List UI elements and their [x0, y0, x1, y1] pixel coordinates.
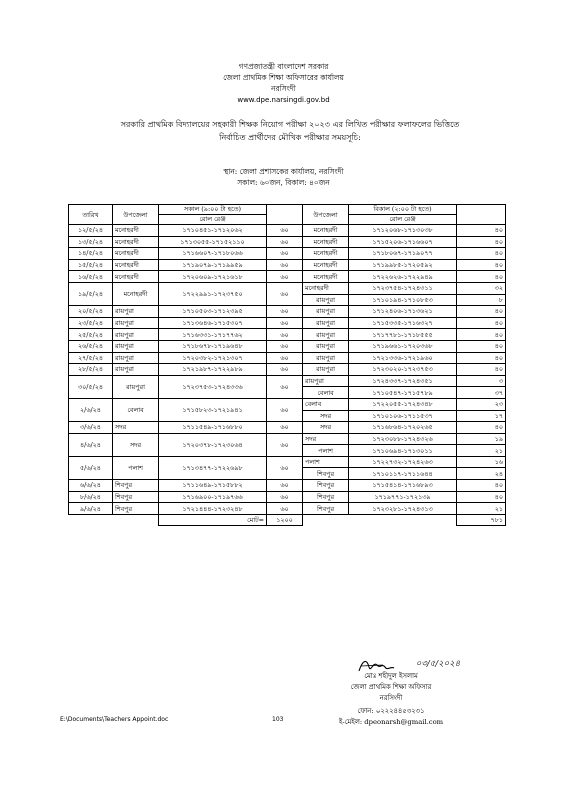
upazila-cell: রায়পুরা [113, 340, 159, 352]
upazila-cell: রায়পুরা [113, 317, 159, 329]
count-cell-2: ৪০ [457, 271, 506, 283]
table-row [69, 398, 506, 410]
count-cell-2: ২৩ [457, 398, 506, 410]
roll-range-cell-2: ১৭১৫৪১৪-১৭১৬৮৯৩ [349, 480, 457, 492]
count-cell: ৬০ [267, 352, 303, 364]
roll-range-cell-2: ১৭১০১১৭-১৭১১৬৪৪ [349, 468, 457, 480]
roll-range-cell: ১৭২১৪৪৪-১৭২৩২৪৮ [159, 503, 267, 515]
date-cell: ২/৬/২৪ [69, 398, 113, 421]
roll-range-cell-2: ১৭১২০৬৮-১৭১৩০৩৮ [349, 225, 457, 237]
count-cell-2: ৪০ [457, 422, 506, 434]
roll-range-cell-2: ১৭২১৩৩৬-১৭২১৯৬০ [349, 352, 457, 364]
intro-line-1: সরকারি প্রাথমিক বিদ্যালয়ের সহকারী শিক্ষক নিয়োগ পরীক্ষা ২০২৩ এর লিখিত পরীক্ষার ফলাফলের ভিত্তিতে [120, 120, 460, 129]
upazila-cell-2: বেলাব [303, 398, 349, 410]
count-cell-2: ২১ [457, 445, 506, 457]
count-cell: ৬০ [267, 375, 303, 398]
date-cell: ১৩/৫/২৪ [69, 236, 113, 248]
signer-name: মোঃ শহীদুল ইসলাম [364, 672, 418, 680]
roll-range-cell: ১৭১৩৬৪৬-১৭১৫৩০৭ [159, 317, 267, 329]
table-row [69, 236, 506, 248]
upazila-cell: শিবপুর [113, 491, 159, 503]
roll-range-cell-2: ১৭২৩৭৫৪-১৭২৪৩১১ [349, 282, 457, 294]
date-cell: ৮/৬/২৪ [69, 491, 113, 503]
roll-range-cell-2: ১৭২৩০২০-১৭২৩৭৫৩ [349, 364, 457, 376]
roll-range-cell: ১৭১৩৪৭৭-১৭২২৬৯৮ [159, 456, 267, 479]
upazila-cell: মনোহরদী [113, 271, 159, 283]
count-cell: ৬০ [267, 491, 303, 503]
roll-range-cell: ১৭২৩৭৫৩-১৭২৪৩৩৬ [159, 375, 267, 398]
upazila-cell: সদর [113, 422, 159, 434]
table-row [69, 433, 506, 445]
table-row [69, 352, 506, 364]
header-count-2 [457, 205, 506, 225]
upazila-cell-2: রায়পুরা [303, 317, 349, 329]
table-row [69, 225, 506, 237]
count-cell-2: ২৪ [457, 468, 506, 480]
header-afternoon: বিকাল (২:০০ টা হতে) [349, 205, 457, 215]
venue-place: স্থান: জেলা প্রশাসকের কার্যালয়, নরসিংদী [223, 167, 344, 176]
table-row [69, 306, 506, 318]
count-cell-2: ৩২ [457, 282, 506, 294]
upazila-cell-2: সদর [303, 410, 349, 422]
upazila-cell-2: শিবপুর [303, 491, 349, 503]
roll-range-cell-2: ১৭২২৭৩২-১৭২৪২৬৩ [349, 456, 457, 468]
upazila-cell-2: রায়পুরা [303, 364, 349, 376]
total-spacer [69, 514, 159, 526]
upazila-cell: মনোহরদী [113, 225, 159, 237]
roll-range-cell: ১৭১৫৮২৩-১৭২১৯৪১ [159, 398, 267, 421]
upazila-cell-2: মনোহরদী [303, 271, 349, 283]
count-cell: ৬০ [267, 317, 303, 329]
table-row [69, 364, 506, 376]
table-row [69, 480, 506, 492]
upazila-cell: শিবপুর [113, 503, 159, 515]
header-upazila: উপজেলা [113, 205, 159, 225]
upazila-cell: মনোহরদী [113, 282, 159, 305]
table-row [69, 491, 506, 503]
header-date: তারিখ [69, 205, 113, 225]
date-cell: ৯/৬/২৪ [69, 503, 113, 515]
upazila-cell: মনোহরদী [113, 248, 159, 260]
date-cell: ২৬/৫/২৪ [69, 340, 113, 352]
count-cell-2: ৪০ [457, 352, 506, 364]
count-cell: ৬০ [267, 340, 303, 352]
count-cell-2: ৪০ [457, 259, 506, 271]
roll-range-cell: ১৭২২৯৯১-১৭২৩৭৫০ [159, 282, 267, 305]
signer-phone: ফোন: ০২২২৪৪৫৩২৩১ [357, 707, 425, 715]
roll-range-cell: ১৭১০৪৫১-১৭১২০৬২ [159, 225, 267, 237]
roll-range-cell: ১৭১০৫০৩-১৭১২৩৯৫ [159, 306, 267, 318]
table-row [69, 422, 506, 434]
roll-range-cell-2: ১৭১২৪০৬-১৭১৩৬২১ [349, 306, 457, 318]
upazila-cell-2: শিবপুর [303, 480, 349, 492]
upazila-cell: মনোহরদী [113, 236, 159, 248]
header-roll-range: রোল রেঞ্জ [159, 215, 267, 225]
roll-range-cell-2: ১৭১৯৯৮৫-১৭২০৫৯২ [349, 259, 457, 271]
date-cell: ১৪/৫/২৪ [69, 248, 113, 260]
date-cell: ২৮/৫/২৪ [69, 364, 113, 376]
upazila-cell-2: শিবপুর [303, 468, 349, 480]
count-cell-2: ৪০ [457, 491, 506, 503]
date-cell: ২৩/৫/২৪ [69, 317, 113, 329]
date-cell: ১৬/৫/২৪ [69, 271, 113, 283]
count-cell: ৬০ [267, 248, 303, 260]
roll-range-cell: ১৭১৮৬৭৮-১৭১৯৬৪৮ [159, 340, 267, 352]
header-website: www.dpe.narsingdi.gov.bd [237, 96, 330, 104]
date-cell: ৩০/৫/২৪ [69, 375, 113, 398]
roll-range-cell-2: ১৭১৮০৬৭-১৭১৯০৭৭ [349, 248, 457, 260]
count-cell-2: ১৯ [457, 433, 506, 445]
count-cell-2: ৪০ [457, 225, 506, 237]
upazila-cell-2: রায়পুরা [303, 306, 349, 318]
count-cell-2: ১৭ [457, 410, 506, 422]
date-cell: ৩/৬/২৪ [69, 422, 113, 434]
upazila-cell-2: শিবপুর [303, 503, 349, 515]
count-cell-2: ৪০ [457, 306, 506, 318]
header-morning: সকাল (৯:০০ টা হতে) [159, 205, 267, 215]
upazila-cell-2: মনোহরদী [303, 259, 349, 271]
upazila-cell-2: সদর [303, 422, 349, 434]
roll-range-cell-2: ১৭২২৬২৬-১৭২২৯৪৯ [349, 271, 457, 283]
count-cell: ৬০ [267, 456, 303, 479]
roll-range-cell: ১৭১১৬৪৯-১৭১৫৮৮২ [159, 480, 267, 492]
roll-range-cell: ১৭১১৫৪৯-১৭১৬৮৮০ [159, 422, 267, 434]
count-cell-2: ৪০ [457, 236, 506, 248]
header-govt: গণপ্রজাতন্ত্রী বাংলাদেশ সরকার [238, 62, 329, 71]
upazila-cell-2: পলাশ [303, 445, 349, 457]
roll-range-cell: ১৭২০৩৮২-১৭২১৩০৭ [159, 352, 267, 364]
intro-line-2: নির্বাচিত প্রার্থীদের মৌখিক পরীক্ষার সময়সূচি: [219, 133, 361, 142]
count-cell-2: ৪০ [457, 340, 506, 352]
venue-counts: সকাল: ৬০জন, বিকাল: ৪০জন [237, 178, 330, 187]
count-cell-2: ৩৭ [457, 387, 506, 399]
table-row [69, 259, 506, 271]
roll-range-cell-2: ১৭১৯৬৬১-১৭২০৩৬৮ [349, 340, 457, 352]
roll-range-cell: ১৭১৬৬০৭-১৭১৮০৬৬ [159, 248, 267, 260]
table-row [69, 503, 506, 515]
upazila-cell: বেলাব [113, 398, 159, 421]
upazila-cell-2: মনোহরদী [303, 225, 349, 237]
roll-range-cell-2: ১৭১৫৩৩৫-১৭১৬৩২৭ [349, 317, 457, 329]
date-cell: ২৫/৫/২৪ [69, 329, 113, 341]
roll-range-cell: ১৭২১৯৮৭-১৭২২৯৮৯ [159, 364, 267, 376]
roll-range-cell: ১৭১৯০৭৯-১৭১৯৯৫৯ [159, 259, 267, 271]
table-row [69, 340, 506, 352]
date-cell: ১২/৫/২৪ [69, 225, 113, 237]
roll-range-cell-2: ১৭১০১০৬-১৭১১৫৩৭ [349, 410, 457, 422]
roll-range-cell-2: ১৭১০১৯৪-১৭১০৮৫৩ [349, 294, 457, 306]
date-cell: ১৫/৫/২৪ [69, 259, 113, 271]
header-count [267, 205, 303, 225]
count-cell: ৬০ [267, 398, 303, 421]
date-cell: ৪/৬/২৪ [69, 433, 113, 456]
upazila-cell-2: রায়পুরা [303, 375, 349, 387]
upazila-cell: রায়পুরা [113, 329, 159, 341]
date-cell: ২৭/৫/২৪ [69, 352, 113, 364]
upazila-cell: রায়পুরা [113, 352, 159, 364]
count-cell-2: ৩ [457, 375, 506, 387]
upazila-cell: রায়পুরা [113, 375, 159, 398]
count-cell: ৬০ [267, 480, 303, 492]
count-cell: ৬০ [267, 364, 303, 376]
upazila-cell: রায়পুরা [113, 306, 159, 318]
roll-range-cell-2: ১৭২৩২৮১-১৭২৪৩১৩ [349, 503, 457, 515]
count-cell-2: ১৬ [457, 456, 506, 468]
table-row [69, 317, 506, 329]
header-office: জেলা প্রাথমিক শিক্ষা অফিসারের কার্যালয় [223, 73, 344, 82]
count-cell: ৬০ [267, 306, 303, 318]
upazila-cell: মনোহরদী [113, 259, 159, 271]
count-cell-2: ৮ [457, 294, 506, 306]
roll-range-cell-2: ১৭১৫২০৬-১৭১৬৬০৭ [349, 236, 457, 248]
roll-range-cell-2: ১৭১৭৭৮১-১৭১৮৫৫৫ [349, 329, 457, 341]
date-cell: ৬/৬/২৪ [69, 480, 113, 492]
table-row [69, 375, 506, 387]
roll-range-cell-2: ১৭১৬৮৬৪-১৭২০২৬৫ [349, 422, 457, 434]
count-cell: ৬০ [267, 259, 303, 271]
signature-date: ০৩/৫/২০২৪ [415, 659, 461, 669]
roll-range-cell-2: ১৭২৪৩৩৭-১৭২৪৩৫১ [349, 375, 457, 387]
roll-range-cell: ১৭২০৩৭৮-১৭২৩০৬৪ [159, 433, 267, 456]
footer-file-path: E:\Documents\Teachers Appoint.doc [60, 716, 169, 723]
count-cell: ৬০ [267, 282, 303, 305]
count-cell: ৬০ [267, 329, 303, 341]
upazila-cell-2: রায়পুরা [303, 294, 349, 306]
roll-range-cell: ১৭১৬৩৩১-১৭১৭৭৬২ [159, 329, 267, 341]
total-spacer-2 [303, 514, 457, 526]
signer-district: নরসিংদী [379, 694, 403, 702]
upazila-cell-2: রায়পুরা [303, 329, 349, 341]
upazila-cell: রায়পুরা [113, 364, 159, 376]
upazila-cell: শিবপুর [113, 480, 159, 492]
roll-range-cell-2: ১৭১০৫৪৭-১৭১৫৭৮৯ [349, 387, 457, 399]
count-cell-2: ৪০ [457, 364, 506, 376]
roll-range-cell-2: ১৭১৯৭৭১-১৭২১৩৯ [349, 491, 457, 503]
upazila-cell-2: সদর [303, 433, 349, 445]
upazila-cell: পলাশ [113, 456, 159, 479]
date-cell: ১৯/৫/২৪ [69, 282, 113, 305]
upazila-cell-2: বেলাব [303, 387, 349, 399]
footer-page-number: 103 [272, 716, 284, 723]
roll-range-cell: ১৭২০৬০৯-১৭২১৬১৮ [159, 271, 267, 283]
roll-range-cell: ১৭১৬৯০০-১৭১৯৭৬৬ [159, 491, 267, 503]
table-row [69, 282, 506, 294]
table-row [69, 456, 506, 468]
total-label: মোট= [159, 514, 267, 526]
upazila-cell-2: মনোহরদী [303, 236, 349, 248]
total-row [69, 514, 506, 526]
total-morning: ১২০০ [267, 514, 303, 526]
upazila-cell-2: মনোহরদী [303, 248, 349, 260]
count-cell: ৬০ [267, 433, 303, 456]
roll-range-cell-2: ১৭১০৬৯৪-১৭১৩০১১ [349, 445, 457, 457]
upazila-cell-2: মনোহরদী [303, 282, 349, 294]
roll-range-cell-2: ১৭২২০৫৫-১৭২৪৩৪৮ [349, 398, 457, 410]
count-cell-2: ২১ [457, 503, 506, 515]
upazila-cell-2: রায়পুরা [303, 340, 349, 352]
upazila-cell-2: পলাশ [303, 456, 349, 468]
signer-designation: জেলা প্রাথমিক শিক্ষা অফিসার [350, 683, 432, 691]
date-cell: ২০/৫/২৪ [69, 306, 113, 318]
signer-email: ই-মেইল: dpeonarsh@gmail.com [338, 718, 444, 726]
table-row [69, 271, 506, 283]
count-cell-2: ৪০ [457, 480, 506, 492]
upazila-cell: সদর [113, 433, 159, 456]
total-afternoon: ৭৮১ [457, 514, 506, 526]
count-cell-2: ৪০ [457, 317, 506, 329]
table-row [69, 248, 506, 260]
count-cell: ৬০ [267, 271, 303, 283]
count-cell: ৬০ [267, 503, 303, 515]
count-cell-2: ৪০ [457, 248, 506, 260]
header-district: নরসিংদী [271, 84, 296, 93]
schedule-table [68, 204, 506, 526]
roll-range-cell-2: ১৭২৩০৮৮-১৭২৪৩২৬ [349, 433, 457, 445]
upazila-cell-2: রায়পুরা [303, 352, 349, 364]
count-cell: ৬০ [267, 225, 303, 237]
header-roll-range-2: রোল রেঞ্জ [349, 215, 457, 225]
count-cell-2: ৪০ [457, 329, 506, 341]
date-cell: ৫/৬/২৪ [69, 456, 113, 479]
count-cell: ৬০ [267, 236, 303, 248]
table-row [69, 329, 506, 341]
header-upazila-2: উপজেলা [303, 205, 349, 225]
count-cell: ৬০ [267, 422, 303, 434]
roll-range-cell: ১৭১৩০৫৫-১৭১৫২১১০ [159, 236, 267, 248]
